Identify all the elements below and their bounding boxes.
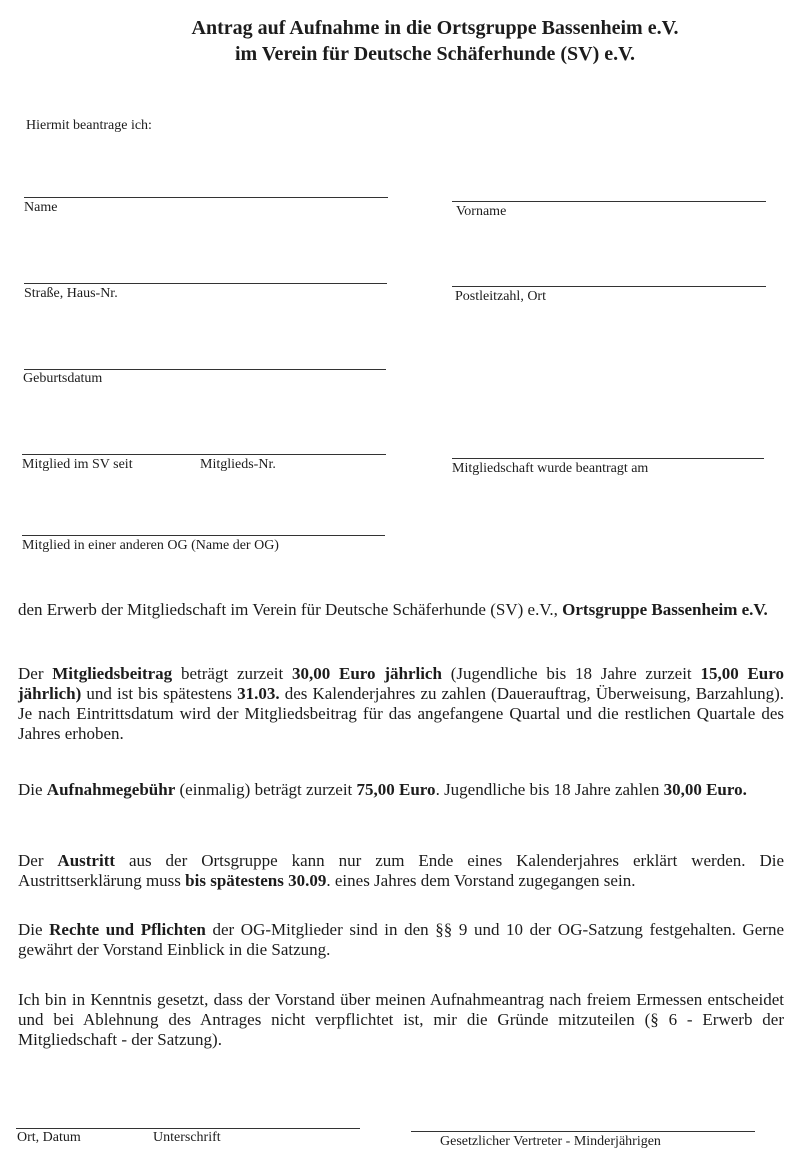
plz-ort-line[interactable] — [452, 286, 766, 287]
mitglied-sv-line[interactable] — [22, 454, 386, 455]
paragraph-kenntnis: Ich bin in Kenntnis gesetzt, dass der Vorstand über meinen Aufnahmeantrag nach freiem Ermessen entscheidet und bei Ablehnung des Antrages nicht verpflichtet ist, mir die Gründe mitzuteilen (§ 6 - Erwerb der Mitgliedschaft - der Satzung). — [18, 990, 784, 1049]
form-title-line-2: im Verein für Deutsche Schäferhunde (SV) e.V. — [234, 43, 635, 65]
ort-datum-label: Ort, Datum — [17, 1130, 81, 1145]
strasse-label: Straße, Haus-Nr. — [24, 286, 118, 301]
unterschrift-label: Unterschrift — [153, 1130, 221, 1145]
vertreter-line[interactable] — [411, 1131, 755, 1132]
intro-text: Hiermit beantrage ich: — [26, 118, 152, 133]
mitglieds-nr-label: Mitglieds-Nr. — [200, 457, 276, 472]
paragraph-rechte-pflichten: Die Rechte und Pflichten der OG-Mitglieder sind in den §§ 9 und 10 der OG-Satzung festgehalten. Gerne gewährt der Vorstand Einblick in die Satzung. — [18, 920, 785, 959]
name-label: Name — [24, 200, 58, 215]
beantragt-am-line[interactable] — [452, 458, 764, 459]
name-line[interactable] — [24, 197, 388, 198]
paragraph-austritt: Der Austritt aus der Ortsgruppe kann nur zum Ende eines Kalenderjahres erklärt werden. Die Austrittserklärung muss bis spätestens 30.09. eines Jahres dem Vorstand zugegangen sein. — [18, 851, 784, 890]
vorname-label: Vorname — [456, 204, 507, 219]
paragraph-erwerb: den Erwerb der Mitgliedschaft im Verein für Deutsche Schäferhunde (SV) e.V., Ortsgruppe Bassenheim e.V. — [18, 600, 768, 619]
paragraph-mitgliedsbeitrag: Der Mitgliedsbeitrag beträgt zurzeit 30,00 Euro jährlich (Jugendliche bis 18 Jahre zurzeit 15,00 Euro jährlich) und ist bis spätestens 31.03. des Kalenderjahres zu zahlen (Dauerauftrag, Überweisung, Barzahlung). Je nach Eintrittsdatum wird der Mitgliedsbeitrag für das angefangene Quartal und die restlichen Quartale des Jahres erhoben. — [18, 664, 784, 743]
paragraph-aufnahmegebuehr: Die Aufnahmegebühr (einmalig) beträgt zurzeit 75,00 Euro. Jugendliche bis 18 Jahre zahlen 30,00 Euro. — [18, 780, 747, 799]
geburtsdatum-label: Geburtsdatum — [23, 371, 103, 386]
ort-datum-unterschrift-line[interactable] — [16, 1128, 360, 1129]
andere-og-line[interactable] — [22, 535, 385, 536]
vertreter-label: Gesetzlicher Vertreter - Minderjährigen — [440, 1134, 661, 1149]
vorname-line[interactable] — [452, 201, 766, 202]
beantragt-am-label: Mitgliedschaft wurde beantragt am — [452, 461, 649, 476]
geburtsdatum-line[interactable] — [24, 369, 386, 370]
form-title-line-1: Antrag auf Aufnahme in die Ortsgruppe Bassenheim e.V. — [191, 17, 679, 39]
andere-og-label: Mitglied in einer anderen OG (Name der OG) — [22, 538, 279, 553]
strasse-line[interactable] — [24, 283, 387, 284]
plz-ort-label: Postleitzahl, Ort — [455, 289, 546, 304]
mitglied-sv-seit-label: Mitglied im SV seit — [22, 457, 133, 472]
